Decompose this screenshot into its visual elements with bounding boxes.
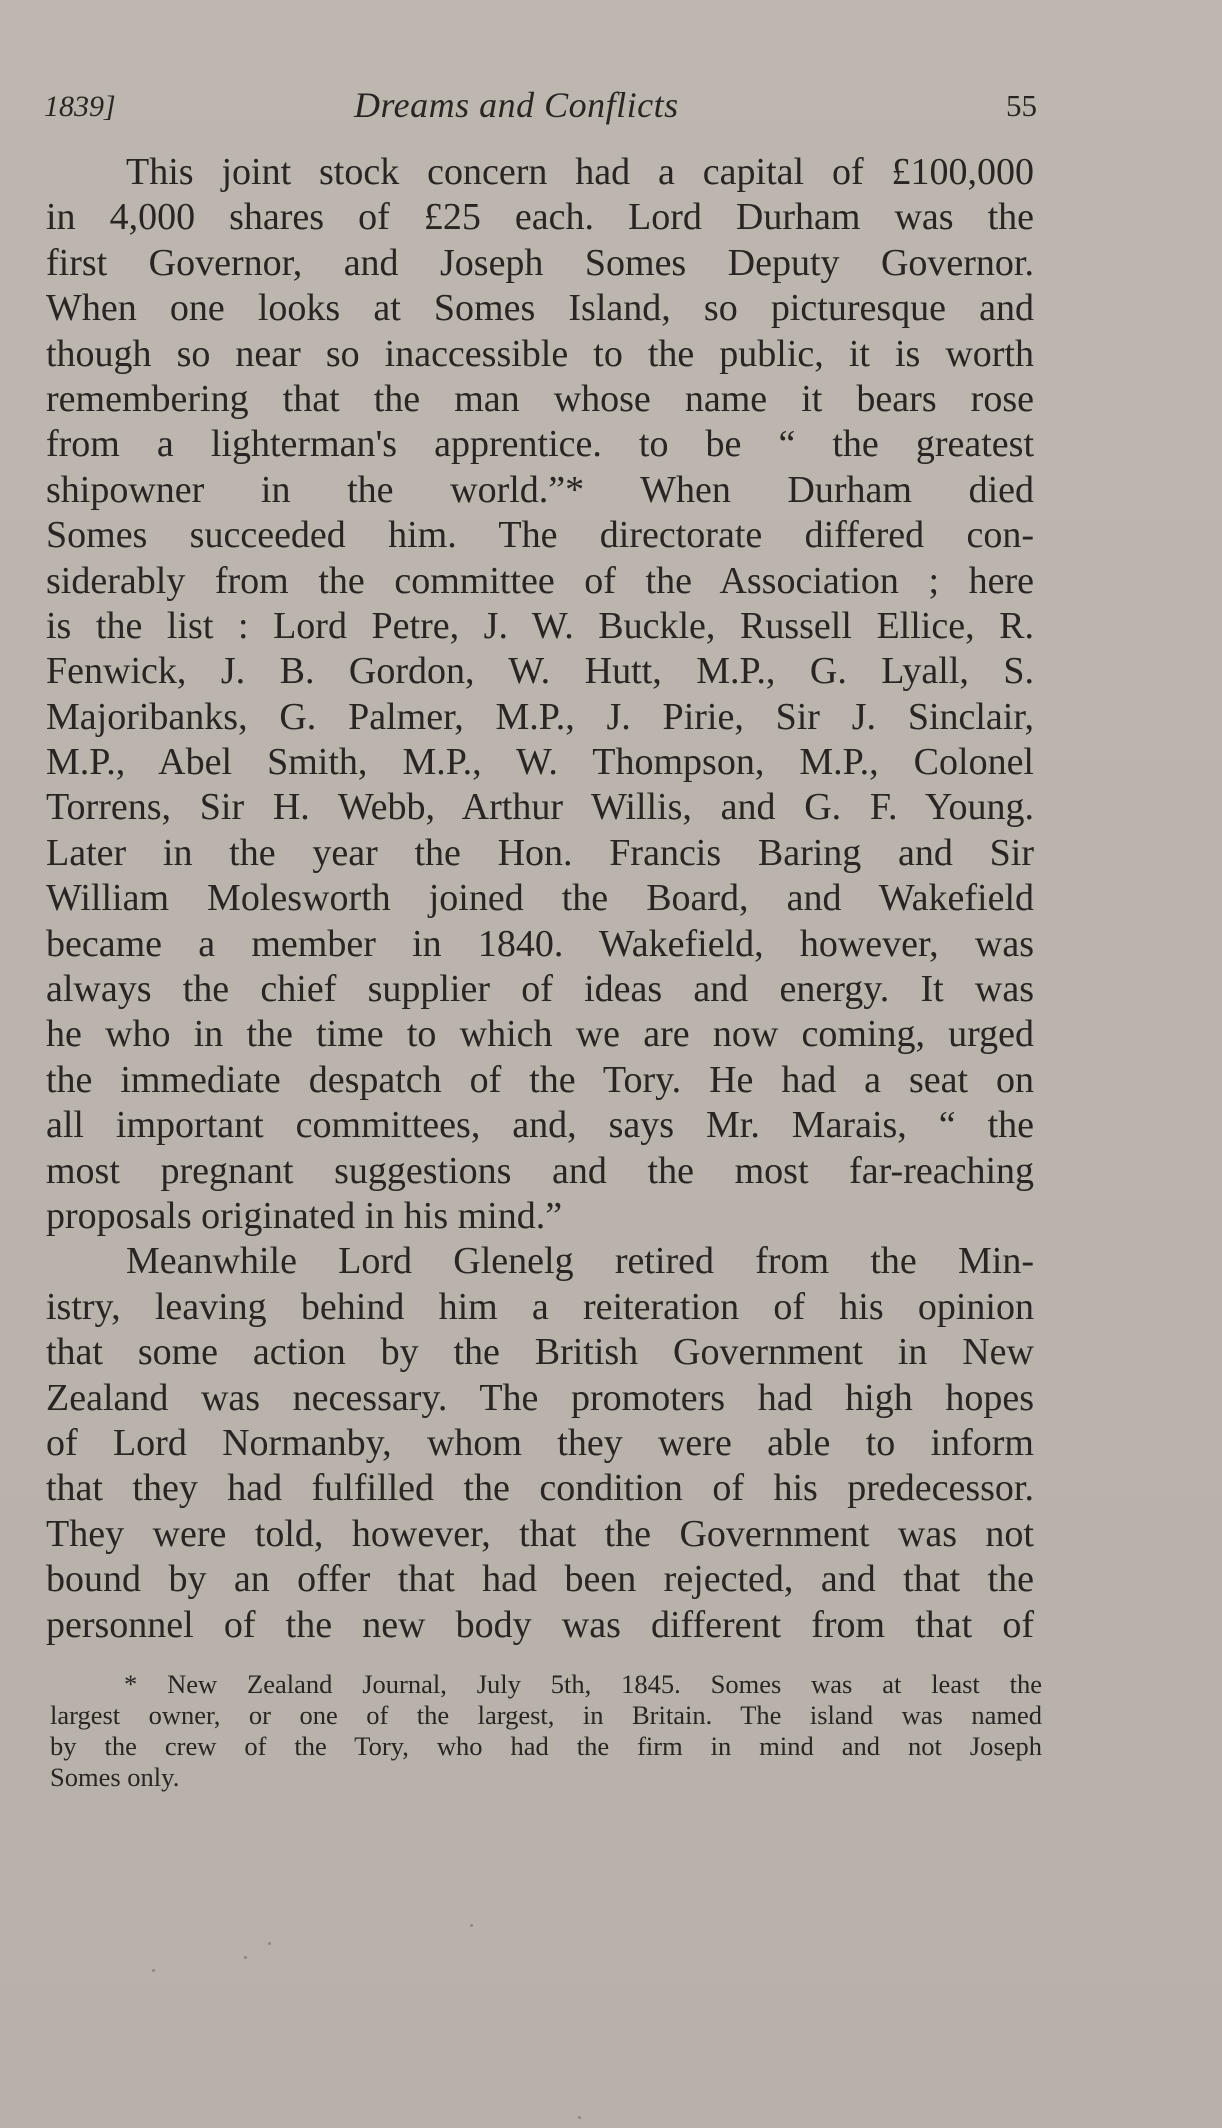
text-line: remembering that the man whose name it bears rose: [46, 377, 1034, 420]
text-line: siderably from the committee of the Association ; here: [46, 559, 1034, 602]
footnote-line: by the crew of the Tory, who had the firm in mind and not Joseph: [50, 1731, 1042, 1761]
text-line: is the list : Lord Petre, J. W. Buckle, Russell Ellice, R.: [46, 604, 1034, 647]
text-line: Torrens, Sir H. Webb, Arthur Willis, and G. F. Young.: [46, 786, 1034, 829]
text-line: most pregnant suggestions and the most far-reaching: [46, 1149, 1034, 1192]
text-line: the immediate despatch of the Tory. He had a seat on: [46, 1058, 1034, 1101]
text-line: Majoribanks, G. Palmer, M.P., J. Pirie, Sir J. Sinclair,: [46, 695, 1034, 738]
text-line: Fenwick, J. B. Gordon, W. Hutt, M.P., G. Lyall, S.: [46, 650, 1034, 693]
text-line: that some action by the British Government in New: [46, 1331, 1034, 1374]
text-line: he who in the time to which we are now coming, urged: [46, 1013, 1034, 1056]
text-line: always the chief supplier of ideas and energy. It was: [46, 968, 1034, 1011]
text-line: from a lighterman's apprentice. to be “ the greatest: [46, 423, 1034, 466]
paper-speck: [578, 2116, 581, 2119]
text-line: Later in the year the Hon. Francis Baring and Sir: [46, 831, 1034, 874]
footnote-line: * New Zealand Journal, July 5th, 1845. Somes was at least the: [124, 1669, 1042, 1699]
text-line: in 4,000 shares of £25 each. Lord Durham was the: [46, 196, 1034, 239]
header-year: 1839]: [44, 90, 116, 123]
text-line: They were told, however, that the Government was not: [46, 1512, 1034, 1555]
text-line: This joint stock concern had a capital of £100,000: [126, 151, 1034, 193]
running-head: [44, 84, 1044, 134]
paper-speck: [268, 1942, 271, 1945]
footnote: [50, 1669, 1042, 1793]
body-text: [46, 150, 1034, 1648]
text-line: Zealand was necessary. The promoters had high hopes: [46, 1376, 1034, 1419]
text-line: first Governor, and Joseph Somes Deputy Governor.: [46, 241, 1034, 284]
text-line: became a member in 1840. Wakefield, however, was: [46, 922, 1034, 965]
text-line: all important committees, and, says Mr. Marais, “ the: [46, 1104, 1034, 1147]
text-line: bound by an offer that had been rejected, and that the: [46, 1558, 1034, 1601]
text-line: though so near so inaccessible to the public, it is worth: [46, 332, 1034, 375]
text-line: Meanwhile Lord Glenelg retired from the Min-: [126, 1240, 1034, 1283]
text-line: istry, leaving behind him a reiteration of his opinion: [46, 1285, 1034, 1328]
paper-speck: [470, 1924, 473, 1927]
footnote-line: Somes only.: [50, 1762, 180, 1792]
paper-speck: [152, 1969, 155, 1972]
text-line: proposals originated in his mind.”: [46, 1194, 563, 1237]
chapter-title: Dreams and Conflicts: [354, 85, 679, 125]
text-line: of Lord Normanby, whom they were able to inform: [46, 1421, 1034, 1464]
page-number: 55: [1006, 88, 1037, 123]
text-line: Somes succeeded him. The directorate differed con-: [46, 514, 1034, 557]
footnote-line: largest owner, or one of the largest, in Britain. The island was named: [50, 1700, 1042, 1730]
text-line: shipowner in the world.”* When Durham died: [46, 468, 1034, 511]
text-line: that they had fulfilled the condition of his predecessor.: [46, 1467, 1034, 1510]
text-line: M.P., Abel Smith, M.P., W. Thompson, M.P., Colonel: [46, 741, 1034, 784]
text-line: personnel of the new body was different from that of: [46, 1603, 1034, 1646]
paper-speck: [244, 1956, 247, 1959]
text-line: When one looks at Somes Island, so picturesque and: [46, 287, 1034, 330]
text-line: William Molesworth joined the Board, and Wakefield: [46, 877, 1034, 920]
